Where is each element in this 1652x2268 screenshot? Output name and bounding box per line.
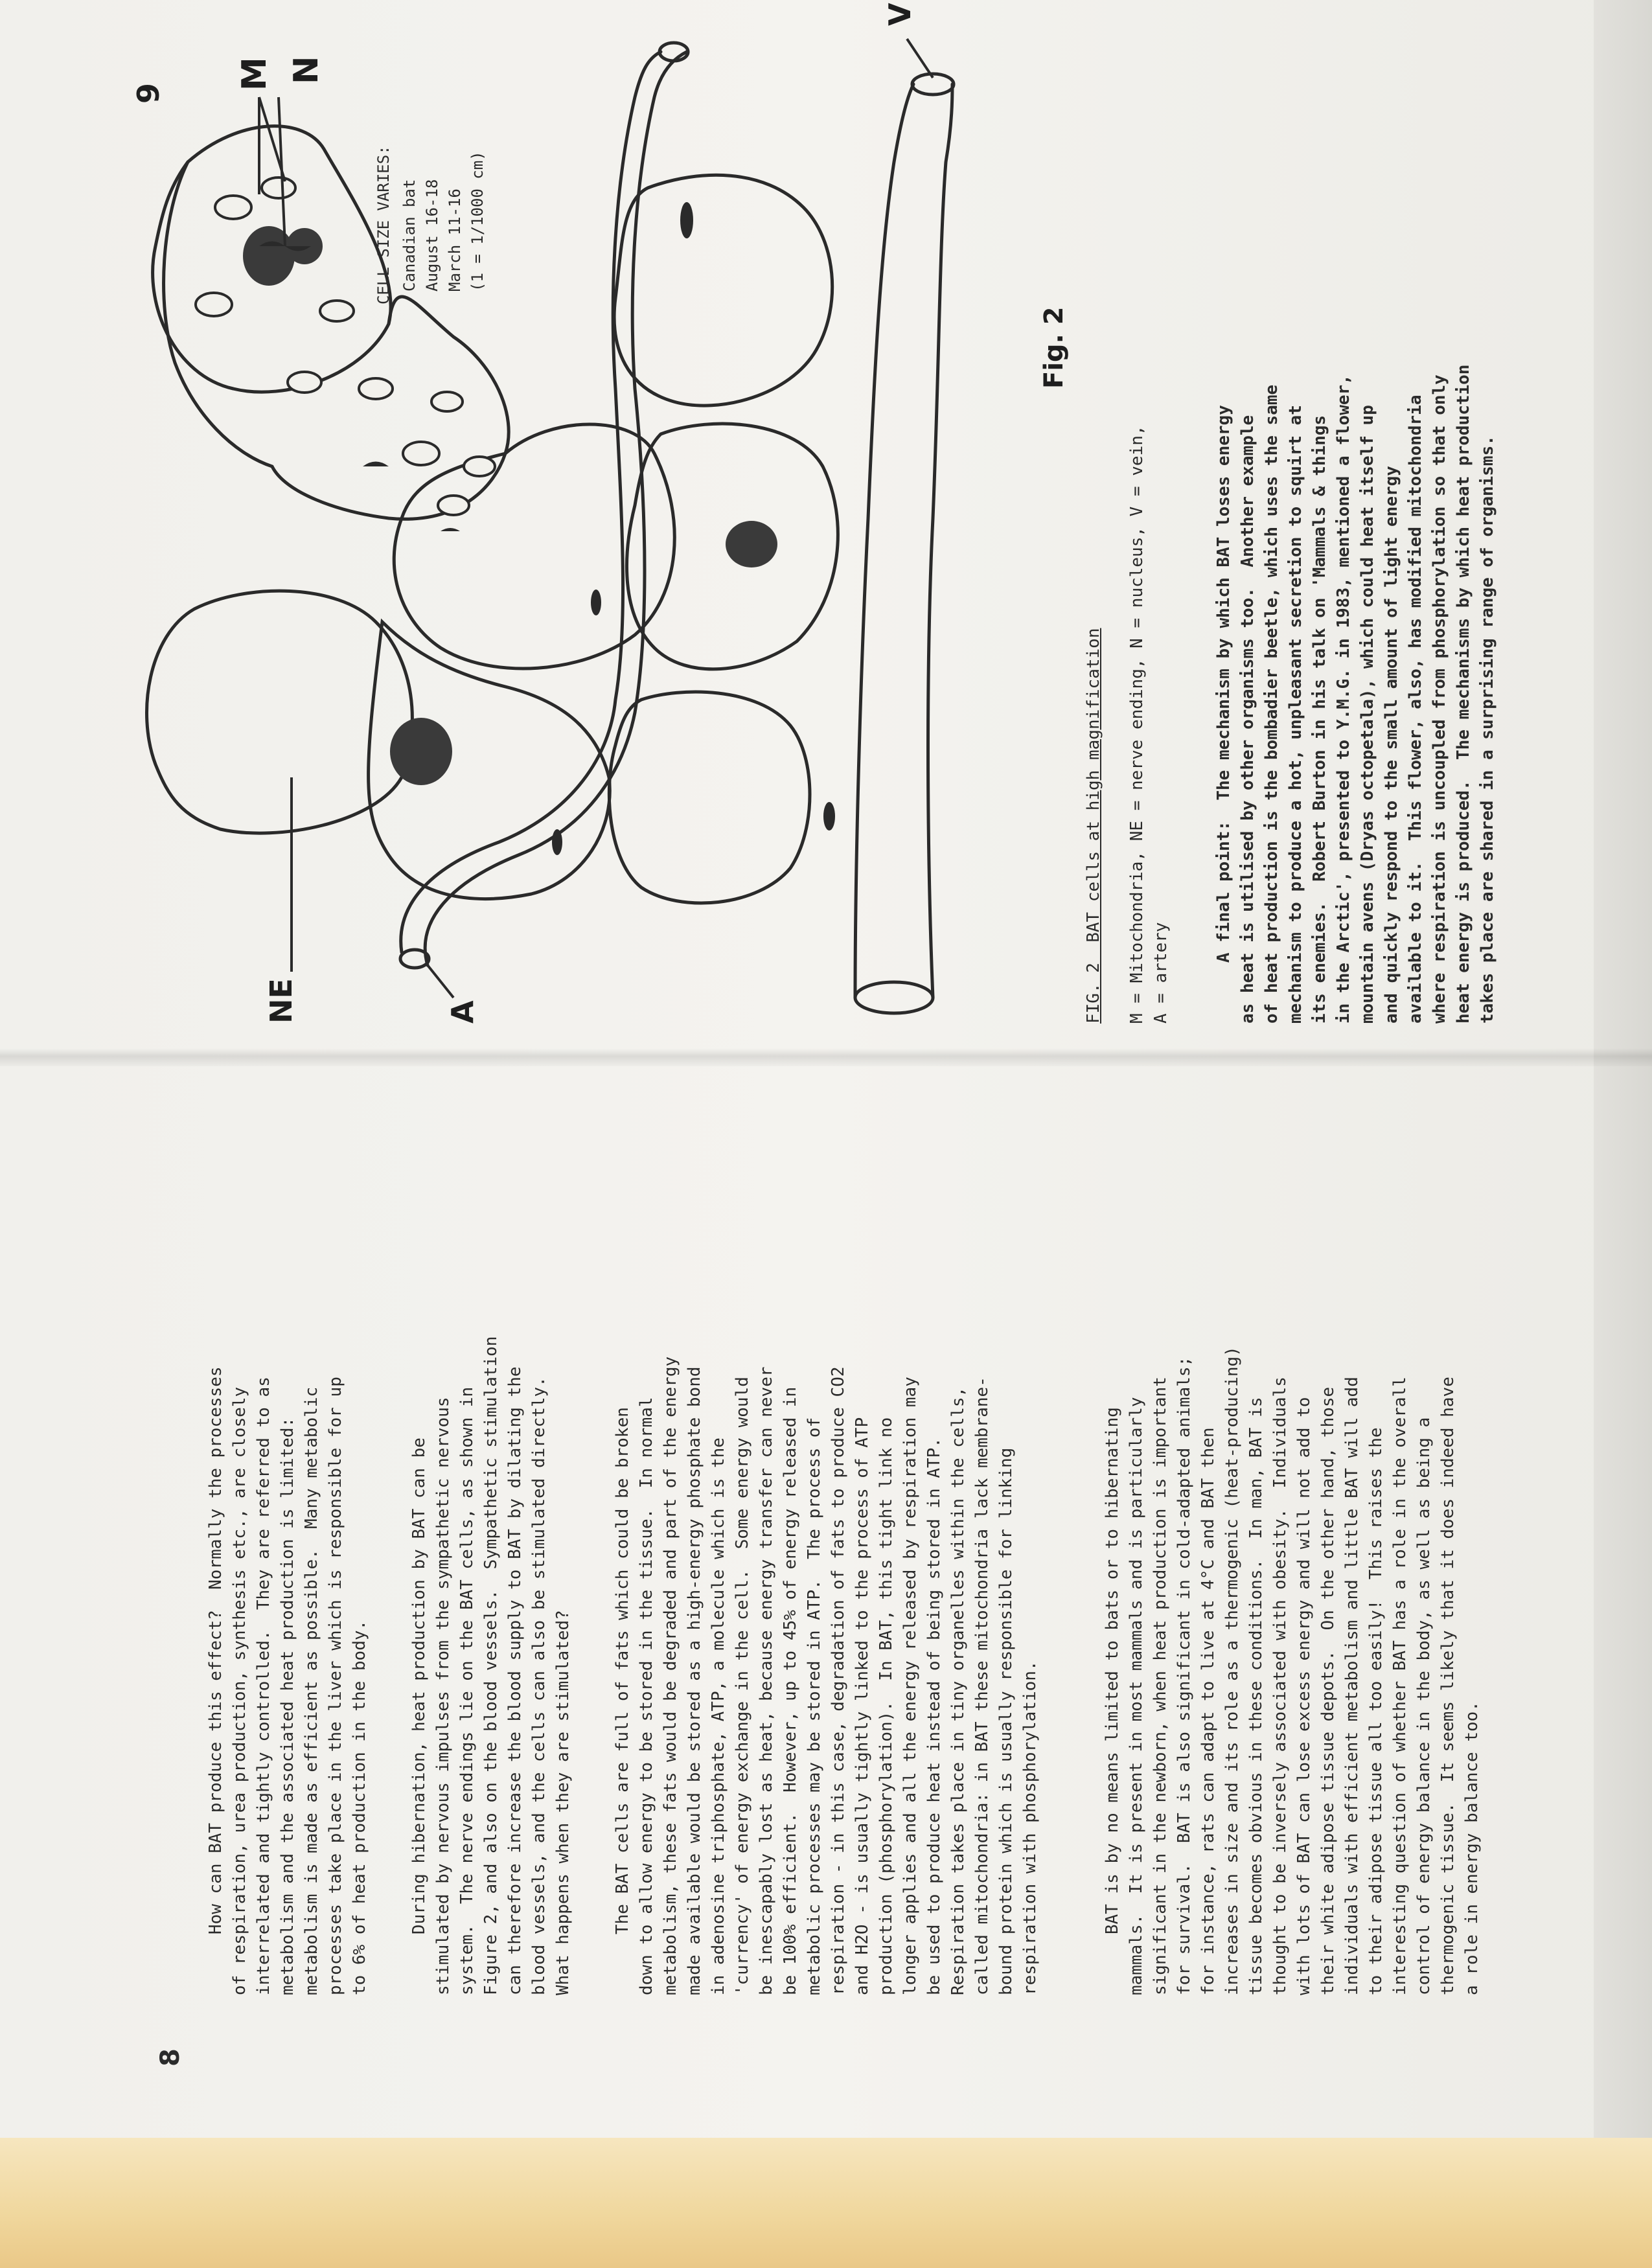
cell-size-line-2: August 16-18 [423, 179, 441, 292]
nerve-ending [680, 202, 693, 238]
page-number: 8 [155, 2048, 185, 2067]
vein-vessel [855, 84, 913, 998]
vein-opening [855, 982, 933, 1013]
mitochondrion [196, 293, 232, 316]
paragraph-3: The BAT cells are full of fats which could be broken down to allow energy to be stored in the tissue. In normal metabolism, these fats would be degraded and part of the energy made available would be stored as a high-energy phosphate bond in adenosine triphosphate, ATP, a molecule which is the 'currency' of energy exchange in the cell. Some energy would be inescapably lost as heat, because energy transfer can never be 100% efficient. However, up to 45% of energy released in metabolic processes may be stored in ATP. The process of respiration - in this case, degradation of fats to produce CO2 and H2O - is usually tightly linked to the process of ATP production (phosphorylation). In BAT, this tight link no longer applies and all the energy released by respiration may be used to produce heat instead of being stored in ATP. Respiration takes place in tiny organelles within the cells, called mitochondria: in BAT these mitochondria lack membrane- bound protein which is usually responsible for linking respiration with phosphorylation. [613, 1356, 1040, 1995]
paragraph-2: During hibernation, heat production by BAT can be stimulated by nervous impulses from the sympathetic nervous system. The nerve endings lie on the BAT cells, as shown in Figure 2, and also on the blood vessels. Sympathetic stimulation can therefore increase the blood supply to BAT by dilating the blood vessels, and the cells can also be stimulated directly. What happens when they are stimulated? [409, 1336, 573, 1995]
nucleus [390, 718, 452, 785]
page-8 [143, 1101, 1482, 2073]
mitochondrion [403, 442, 439, 465]
final-paragraph: A final point: The mechanism by which BAT loses energy as heat is utilised by other organisms too. Another example of heat production is the bombadier beetle, which uses the same mechanism to produce a hot, unpleasant secretion to squirt at its enemies. Robert Burton in his talk on 'Mammals & things in the Arctic', presented to Y.M.G. in 1983, mentioned a flower, mountain avens (Dryas octopetala), which could heat itself up and quickly respond to the small amount of light energy available to it. This flower, also, has modified mitochondria where respiration is uncoupled from phosphorylation so that only heat energy is produced. The mechanisms by which heat production takes place are shared in a surprising range of organisms. [1214, 364, 1497, 1024]
paragraph-1: How can BAT produce this effect? Normally the processes of respiration, urea production, synthesis etc., are closely interrelated and tightly controlled. They are referred to as metabolism and the associated heat production is limited: metabolism is made as efficient as possible. Many metabolic processes take place in the liver which is responsible for up to 6% of heat production in the body. [206, 1366, 369, 1995]
label-n: N [287, 56, 326, 84]
bat-cell [609, 692, 810, 903]
nucleus [726, 521, 777, 567]
nerve-ending [823, 802, 835, 830]
nerve-ending [552, 829, 562, 855]
label-ne: NE [264, 978, 299, 1024]
mitochondrion [320, 301, 354, 321]
nerve-ending [591, 590, 601, 615]
label-line-n [279, 97, 285, 246]
cell-size-line-3: March 11-16 [446, 189, 464, 292]
label-line-a [428, 965, 453, 998]
page-8-body [204, 1101, 1520, 1995]
page-9-text [972, 117, 1555, 1024]
nucleus [243, 226, 295, 286]
figure-caption-key: M = Mitochondria, NE = nerve ending, N = nucleus, V = vein, A = artery [1127, 425, 1171, 1024]
mitochondrion [262, 178, 295, 198]
fat-droplet [363, 462, 389, 467]
fat-droplet [441, 528, 460, 531]
cell-size-line-1: Canadian bat [400, 179, 419, 292]
fig-2-tag: Fig. 2 [1039, 306, 1069, 389]
mitochondrion [438, 496, 469, 515]
label-v: V [882, 3, 917, 26]
bat-cell [614, 175, 832, 406]
label-line-v [907, 39, 933, 78]
figure-caption-title: FIG. 2 BAT cells at high magnification [1084, 628, 1103, 1024]
paragraph-4: BAT is by no means limited to bats or to hibernating mammals. It is present in most mammals and is particularly significant in the newborn, when heat production is important for survival. BAT is also significant in cold-adapted animals; for instance, rats can adapt to live at 4°C and BAT then increases in size and its role as a thermogenic (heat-producing) tissue becomes obvious in these conditions. In man, BAT is thought to be inversely associated with obesity. Individuals with lots of BAT can lose excess energy and will not add to their white adipose tissue depots. On the other hand, those individuals with efficient metabolism and little BAT will add to their adipose tissue all too easily! This raises the interesting question of whether BAT has a role in the overall control of energy balance in the body, as well as being a thermogenic tissue. It seems likely that it does indeed have a role in energy balance too. [1103, 1346, 1482, 1995]
mitochondrion [359, 378, 393, 399]
cell-size-heading: CELL SIZE VARIES: [374, 145, 393, 304]
cell-size-line-4: (1 = 1/1000 cm) [468, 151, 487, 292]
vein-vessel [928, 84, 953, 998]
label-m: M [235, 57, 274, 91]
mitochondrion [215, 196, 251, 219]
page-gutter [0, 1048, 1652, 1066]
page-number-9: 9 [131, 82, 166, 104]
mitochondrion [431, 392, 463, 411]
cover-edge [0, 2138, 1652, 2268]
mitochondrion [288, 372, 321, 393]
label-a: A [445, 1000, 480, 1024]
cell-size-note [374, 145, 487, 304]
mitochondrion [464, 457, 495, 476]
